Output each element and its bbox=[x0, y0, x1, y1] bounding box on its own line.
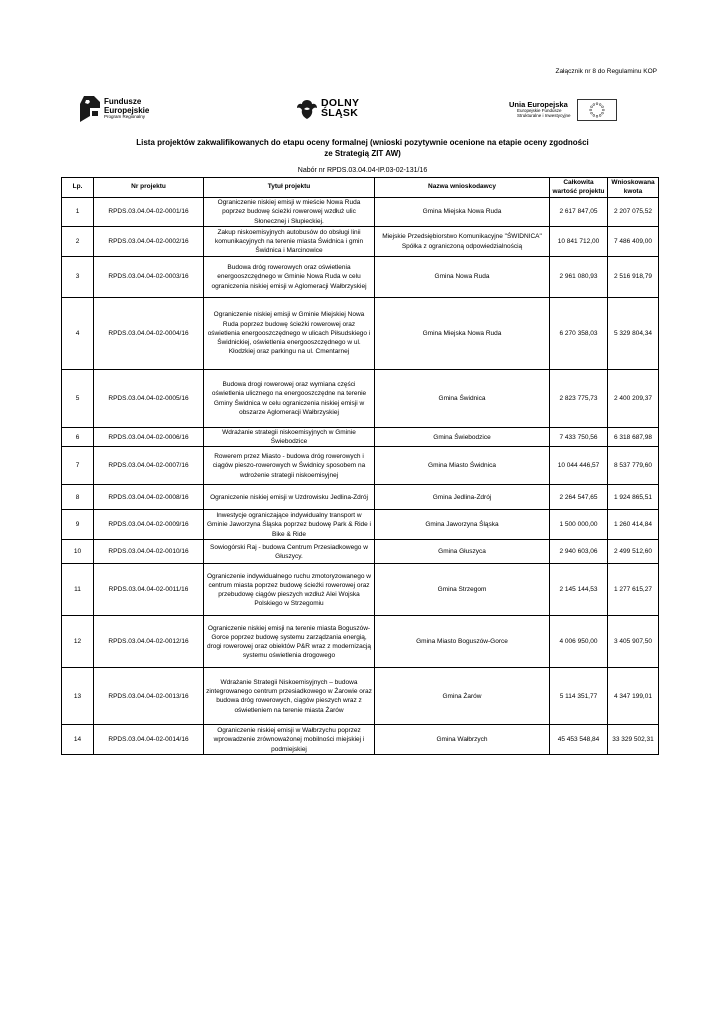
cell-tytul: Budowa drogi rowerowej oraz wymiana części oświetlenia ulicznego na energooszczędne na terenie Gminy Świdnica w celu ograniczenia niskiej emisji w obszarze Aglomeracji Wałbrzyskiej bbox=[204, 370, 375, 428]
cell-tytul: Ograniczenie niskiej emisji w mieście Nowa Ruda poprzez budowę ścieżki rowerowej wzdłuż ulic Słonecznej i Słupieckiej. bbox=[204, 198, 375, 227]
cell-wartosc: 2 145 144,53 bbox=[550, 564, 608, 616]
cell-kwota: 33 329 502,31 bbox=[608, 725, 659, 755]
cell-kwota: 5 329 804,34 bbox=[608, 298, 659, 370]
cell-kwota: 2 516 918,79 bbox=[608, 257, 659, 298]
header-lp: Lp. bbox=[62, 178, 94, 198]
cell-lp: 3 bbox=[62, 257, 94, 298]
table-row bbox=[62, 198, 659, 227]
cell-lp: 13 bbox=[62, 668, 94, 725]
cell-kwota: 6 318 687,98 bbox=[608, 428, 659, 447]
cell-kwota: 2 499 512,60 bbox=[608, 540, 659, 564]
header-kwota: Wnioskowana kwota bbox=[608, 178, 659, 198]
table-row bbox=[62, 725, 659, 755]
table-row bbox=[62, 370, 659, 428]
cell-kwota: 2 400 209,37 bbox=[608, 370, 659, 428]
cell-nr-projektu: RPDS.03.04.04-02-0001/16 bbox=[94, 198, 204, 227]
fe-emblem-icon bbox=[80, 96, 100, 122]
cell-wnioskodawca: Gmina Jedlina-Zdrój bbox=[375, 485, 550, 510]
cell-wartosc: 2 940 603,06 bbox=[550, 540, 608, 564]
cell-kwota: 1 260 414,84 bbox=[608, 510, 659, 540]
cell-tytul: Inwestycje ograniczające indywidualny transport w Gminie Jaworzyna Śląska poprzez budowę Park & Ride i Bike & Ride bbox=[204, 510, 375, 540]
table-row bbox=[62, 485, 659, 510]
cell-wnioskodawca: Gmina Miasto Boguszów-Gorce bbox=[375, 616, 550, 668]
cell-wartosc: 2 823 775,73 bbox=[550, 370, 608, 428]
cell-kwota: 8 537 779,60 bbox=[608, 447, 659, 485]
table-row bbox=[62, 668, 659, 725]
cell-lp: 7 bbox=[62, 447, 94, 485]
cell-tytul: Zakup niskoemisyjnych autobusów do obsługi linii komunikacyjnych na terenie miasta Świdnica i gmin Świdnica i Marcinowice bbox=[204, 227, 375, 257]
cell-wnioskodawca: Gmina Głuszyca bbox=[375, 540, 550, 564]
cell-wartosc: 10 044 446,57 bbox=[550, 447, 608, 485]
table-row bbox=[62, 540, 659, 564]
logo-bar bbox=[0, 96, 725, 126]
cell-wnioskodawca: Miejskie Przedsiębiorstwo Komunikacyjne "ŚWIDNICA" Spółka z ograniczoną odpowiedzialnością bbox=[375, 227, 550, 257]
title-line-2: ze Strategią ZIT AW) bbox=[324, 148, 401, 158]
table-header-row bbox=[62, 178, 659, 198]
cell-kwota: 1 924 865,51 bbox=[608, 485, 659, 510]
cell-nr-projektu: RPDS.03.04.04-02-0007/16 bbox=[94, 447, 204, 485]
cell-nr-projektu: RPDS.03.04.04-02-0006/16 bbox=[94, 428, 204, 447]
nabor-number: Nabór nr RPDS.03.04.04-IP.03-02-131/16 bbox=[297, 167, 428, 174]
cell-nr-projektu: RPDS.03.04.04-02-0005/16 bbox=[94, 370, 204, 428]
cell-wartosc: 6 270 358,03 bbox=[550, 298, 608, 370]
ue-line1: Unia Europejska bbox=[509, 100, 568, 110]
cell-nr-projektu: RPDS.03.04.04-02-0009/16 bbox=[94, 510, 204, 540]
eagle-icon bbox=[296, 98, 318, 120]
cell-nr-projektu: RPDS.03.04.04-02-0012/16 bbox=[94, 616, 204, 668]
cell-wnioskodawca: Gmina Świebodzice bbox=[375, 428, 550, 447]
cell-lp: 9 bbox=[62, 510, 94, 540]
cell-nr-projektu: RPDS.03.04.04-02-0003/16 bbox=[94, 257, 204, 298]
cell-lp: 11 bbox=[62, 564, 94, 616]
fe-line3: Program Regionalny bbox=[104, 114, 146, 120]
cell-lp: 8 bbox=[62, 485, 94, 510]
ds-line2: ŚLĄSK bbox=[321, 107, 359, 119]
table-row bbox=[62, 257, 659, 298]
cell-kwota: 7 486 409,00 bbox=[608, 227, 659, 257]
fe-line2: Europejskie bbox=[104, 105, 150, 115]
projects-table bbox=[61, 177, 659, 755]
dolny-slask-logo bbox=[296, 98, 359, 120]
fundusze-europejskie-logo bbox=[80, 96, 149, 122]
cell-wartosc: 2 264 547,65 bbox=[550, 485, 608, 510]
table-row bbox=[62, 428, 659, 447]
title-line-1: Lista projektów zakwalifikowanych do etapu oceny formalnej (wnioski pozytywnie ocenione na etapie oceny zgodności bbox=[136, 138, 589, 147]
cell-wnioskodawca: Gmina Strzegom bbox=[375, 564, 550, 616]
table-row bbox=[62, 298, 659, 370]
cell-tytul: Wdrażanie Strategii Niskoemisyjnych – budowa zintegrowanego centrum przesiadkowego w Żarowie oraz budowa dróg rowerowych, ciągów pieszych wraz z oświetleniem na terenie miasta Żarów bbox=[204, 668, 375, 725]
cell-wartosc: 5 114 351,77 bbox=[550, 668, 608, 725]
cell-tytul: Ograniczenie niskiej emisji w Gminie Miejskiej Nowa Ruda poprzez budowę ścieżki rowerowej oraz oświetlenia energooszczędnego w ulicach Piłsudskiego i Świdnickiej, oświetlenia energooszczędnego w ul. Kłodzkiej oraz parkingu na ul. Cmentarnej bbox=[204, 298, 375, 370]
cell-wnioskodawca: Gmina Wałbrzych bbox=[375, 725, 550, 755]
cell-tytul: Sowiogórski Raj - budowa Centrum Przesiadkowego w Głuszycy. bbox=[204, 540, 375, 564]
cell-lp: 14 bbox=[62, 725, 94, 755]
cell-lp: 4 bbox=[62, 298, 94, 370]
cell-kwota: 4 347 199,01 bbox=[608, 668, 659, 725]
cell-wnioskodawca: Gmina Świdnica bbox=[375, 370, 550, 428]
cell-kwota: 3 405 907,50 bbox=[608, 616, 659, 668]
table-row bbox=[62, 447, 659, 485]
unia-europejska-logo bbox=[509, 99, 617, 121]
cell-nr-projektu: RPDS.03.04.04-02-0004/16 bbox=[94, 298, 204, 370]
cell-kwota: 2 207 075,52 bbox=[608, 198, 659, 227]
ue-line3: Strukturalne i Inwestycyjne bbox=[517, 112, 571, 118]
cell-lp: 10 bbox=[62, 540, 94, 564]
cell-tytul: Rowerem przez Miasto - budowa dróg rowerowych i ciągów pieszo-rowerowych w Świdnicy sposobem na wdrożenie strategii niskoemisyjnej bbox=[204, 447, 375, 485]
table-row bbox=[62, 510, 659, 540]
header-nr-projektu: Nr projektu bbox=[94, 178, 204, 198]
cell-tytul: Ograniczenie niskiej emisji w Uzdrowisku Jedlina-Zdrój bbox=[204, 485, 375, 510]
cell-wartosc: 7 433 750,56 bbox=[550, 428, 608, 447]
cell-wnioskodawca: Gmina Miejska Nowa Ruda bbox=[375, 198, 550, 227]
cell-lp: 6 bbox=[62, 428, 94, 447]
table-row bbox=[62, 616, 659, 668]
cell-tytul: Budowa dróg rowerowych oraz oświetlenia energooszczędnego w Gminie Nowa Ruda w celu ograniczenia niskiej emisji w Aglomeracji Wałbrzyskiej bbox=[204, 257, 375, 298]
cell-nr-projektu: RPDS.03.04.04-02-0010/16 bbox=[94, 540, 204, 564]
ds-line1: DOLNY bbox=[321, 97, 360, 110]
cell-lp: 12 bbox=[62, 616, 94, 668]
cell-tytul: Ograniczenie niskiej emisji w Wałbrzychu poprzez wprowadzenie zrównoważonej mobilności miejskiej i podmiejskiej bbox=[204, 725, 375, 755]
cell-nr-projektu: RPDS.03.04.04-02-0002/16 bbox=[94, 227, 204, 257]
eu-flag-icon bbox=[577, 99, 617, 121]
cell-nr-projektu: RPDS.03.04.04-02-0014/16 bbox=[94, 725, 204, 755]
cell-wartosc: 1 500 000,00 bbox=[550, 510, 608, 540]
cell-lp: 1 bbox=[62, 198, 94, 227]
cell-wnioskodawca: Gmina Miejska Nowa Ruda bbox=[375, 298, 550, 370]
cell-wartosc: 10 841 712,00 bbox=[550, 227, 608, 257]
cell-wartosc: 2 961 080,93 bbox=[550, 257, 608, 298]
cell-nr-projektu: RPDS.03.04.04-02-0008/16 bbox=[94, 485, 204, 510]
table-row bbox=[62, 227, 659, 257]
cell-nr-projektu: RPDS.03.04.04-02-0011/16 bbox=[94, 564, 204, 616]
cell-nr-projektu: RPDS.03.04.04-02-0013/16 bbox=[94, 668, 204, 725]
cell-tytul: Wdrażanie strategii niskoemisyjnych w Gminie Świebodzice bbox=[204, 428, 375, 447]
cell-tytul: Ograniczenie niskiej emisji na terenie miasta Boguszów-Gorce poprzez budowę systemu zarządzania energią, drogi rowerowej oraz obiektów P&R wraz z modernizacją systemu oświetlenia drogowego bbox=[204, 616, 375, 668]
cell-wnioskodawca: Gmina Nowa Ruda bbox=[375, 257, 550, 298]
header-wnioskodawca: Nazwa wnioskodawcy bbox=[375, 178, 550, 198]
cell-lp: 2 bbox=[62, 227, 94, 257]
cell-wartosc: 4 006 950,00 bbox=[550, 616, 608, 668]
annex-label: Załącznik nr 8 do Regulaminu KOP bbox=[555, 68, 657, 75]
cell-wartosc: 45 453 548,84 bbox=[550, 725, 608, 755]
header-wartosc: Całkowita wartość projektu bbox=[550, 178, 608, 198]
header-tytul-projektu: Tytuł projektu bbox=[204, 178, 375, 198]
cell-wnioskodawca: Gmina Miasto Świdnica bbox=[375, 447, 550, 485]
table-row bbox=[62, 564, 659, 616]
cell-wnioskodawca: Gmina Żarów bbox=[375, 668, 550, 725]
document-title bbox=[90, 138, 635, 160]
ue-line2: Europejskie Fundusze bbox=[517, 108, 562, 114]
cell-kwota: 1 277 615,27 bbox=[608, 564, 659, 616]
fe-line1: Fundusze bbox=[104, 97, 142, 107]
cell-lp: 5 bbox=[62, 370, 94, 428]
cell-tytul: Ograniczenie indywidualnego ruchu zmotoryzowanego w centrum miasta poprzez budowę ścieżki rowerowej oraz przebudowę ciągów pieszych wzdłuż Alei Wojska Polskiego w Strzegomiu bbox=[204, 564, 375, 616]
cell-wartosc: 2 617 847,05 bbox=[550, 198, 608, 227]
cell-wnioskodawca: Gmina Jaworzyna Śląska bbox=[375, 510, 550, 540]
